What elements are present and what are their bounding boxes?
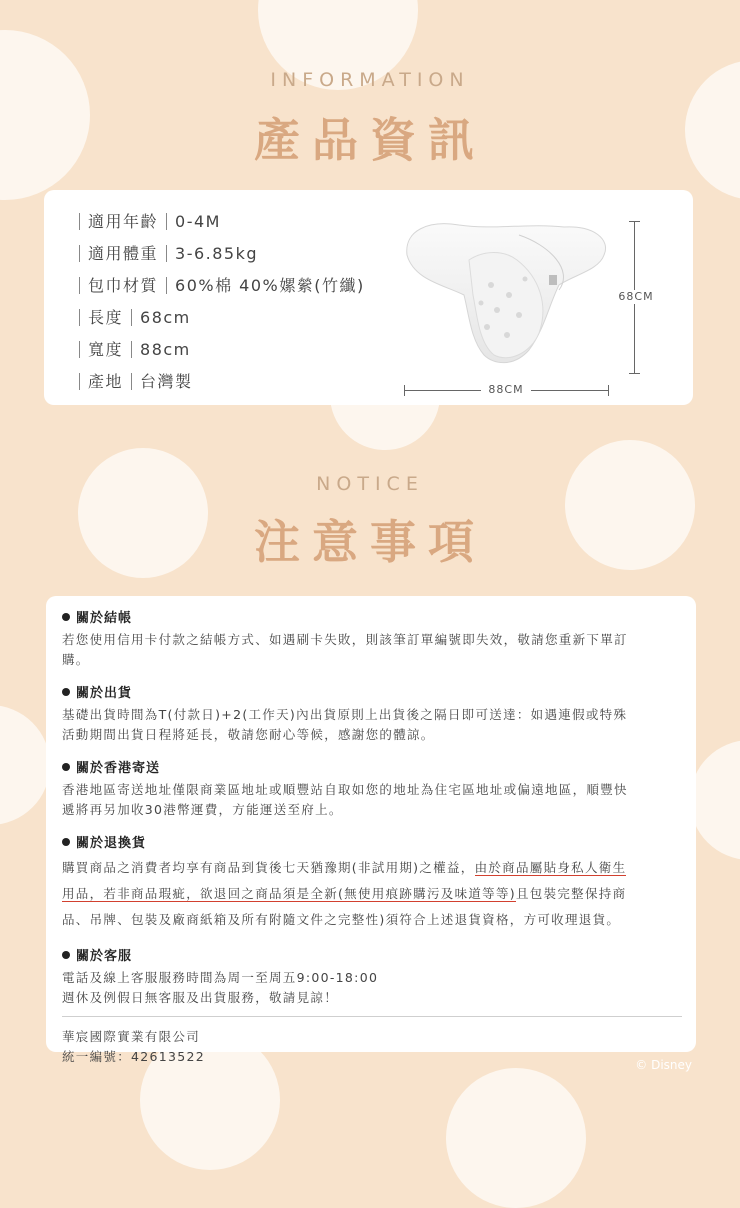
notice-heading: 關於香港寄送 <box>76 761 161 776</box>
underlined-text: 由於商品屬貼身私人衛生 <box>474 860 627 875</box>
bg-dot <box>0 705 50 825</box>
spec-label: 寬度 <box>88 340 124 359</box>
notice-checkout <box>62 608 682 670</box>
spec-value: 台灣製 <box>140 372 193 391</box>
notice-text: 若您使用信用卡付款之結帳方式、如遇刷卡失敗，則該筆訂單編號即失效，敬請您重新下單訂 <box>62 632 628 647</box>
bullet-icon <box>62 613 70 621</box>
notice-text: 購。 <box>62 652 90 667</box>
tax-id: 統一編號：42613522 <box>62 1049 206 1064</box>
spec-value: 60%棉 40%嫘縈(竹纖) <box>175 276 365 295</box>
spec-value: 88cm <box>140 340 191 359</box>
spec-row <box>79 366 365 398</box>
notice-zh-title: 注意事項 <box>254 515 486 569</box>
notice-heading: 關於退換貨 <box>76 836 147 851</box>
width-dimension-cap <box>608 385 609 396</box>
spec-value: 3-6.85kg <box>175 244 259 263</box>
notice-shipping <box>62 683 682 745</box>
notice-text: 香港地區寄送地址僅限商業區地址或順豐站自取如您的地址為住宅區地址或偏遠地區，順豐快 <box>62 782 628 797</box>
company-name: 華宸國際實業有限公司 <box>62 1029 201 1044</box>
notice-returns <box>62 833 682 933</box>
bg-dot <box>446 1068 586 1208</box>
notice-text: 電話及線上客服服務時間為周一至周五9:00-18:00 <box>62 970 379 985</box>
width-dimension-label: 88CM <box>481 383 531 397</box>
spec-label: 適用年齡 <box>88 212 159 231</box>
notice-customer-service <box>62 946 682 1008</box>
height-dimension-cap <box>629 373 640 374</box>
notice-card <box>46 596 696 1064</box>
spec-value: 68cm <box>140 308 191 327</box>
notice-en-title: NOTICE <box>316 473 424 495</box>
width-dimension-cap <box>404 385 405 396</box>
bullet-icon <box>62 763 70 771</box>
swaddle-product-image <box>399 215 614 375</box>
notice-text: 基礎出貨時間為T(付款日)+2(工作天)內出貨原則上出貨後之隔日即可送達：如遇連假或特殊 <box>62 707 628 722</box>
spec-label: 包巾材質 <box>88 276 159 295</box>
underlined-text: 用品，若非商品瑕疵，欲退回之商品須是全新(無使用痕跡購污及味道等等) <box>62 886 516 901</box>
spec-row <box>79 302 365 334</box>
spec-label: 產地 <box>88 372 124 391</box>
information-zh-title: 產品資訊 <box>254 113 486 167</box>
notice-heading: 關於結帳 <box>76 611 133 626</box>
product-info-card <box>44 190 693 405</box>
spec-row <box>79 334 365 366</box>
notice-text: 活動期間出貨日程將延長，敬請您耐心等候，感謝您的體諒。 <box>62 727 435 742</box>
bullet-icon <box>62 838 70 846</box>
spec-row <box>79 206 365 238</box>
bullet-icon <box>62 951 70 959</box>
notice-heading: 關於客服 <box>76 949 133 964</box>
spec-row <box>79 238 365 270</box>
height-dimension-label: 68CM <box>616 290 656 304</box>
notice-heading: 關於出貨 <box>76 686 133 701</box>
bullet-icon <box>62 688 70 696</box>
spec-label: 長度 <box>88 308 124 327</box>
bg-dot <box>690 740 740 860</box>
divider <box>62 1016 682 1017</box>
notice-text: 品、吊牌、包裝及廠商紙箱及所有附隨文件之完整性)須符合上述退貨資格，方可收理退貨。 <box>62 912 621 927</box>
copyright-disney: © Disney <box>635 1058 692 1072</box>
information-en-title: INFORMATION <box>270 69 470 91</box>
spec-list <box>79 206 365 398</box>
notice-text: 購買商品之消費者均享有商品到貨後七天猶豫期(非試用期)之權益， <box>62 860 475 875</box>
notice-hk-shipping <box>62 758 682 820</box>
height-dimension-cap <box>629 221 640 222</box>
notice-text: 遞將再另加收30港幣運費，方能運送至府上。 <box>62 802 343 817</box>
spec-row <box>79 270 365 302</box>
spec-label: 適用體重 <box>88 244 159 263</box>
notice-text: 且包裝完整保持商 <box>515 886 627 901</box>
spec-value: 0-4M <box>175 212 221 231</box>
notice-text: 週休及例假日無客服及出貨服務，敬請見諒！ <box>62 990 339 1005</box>
